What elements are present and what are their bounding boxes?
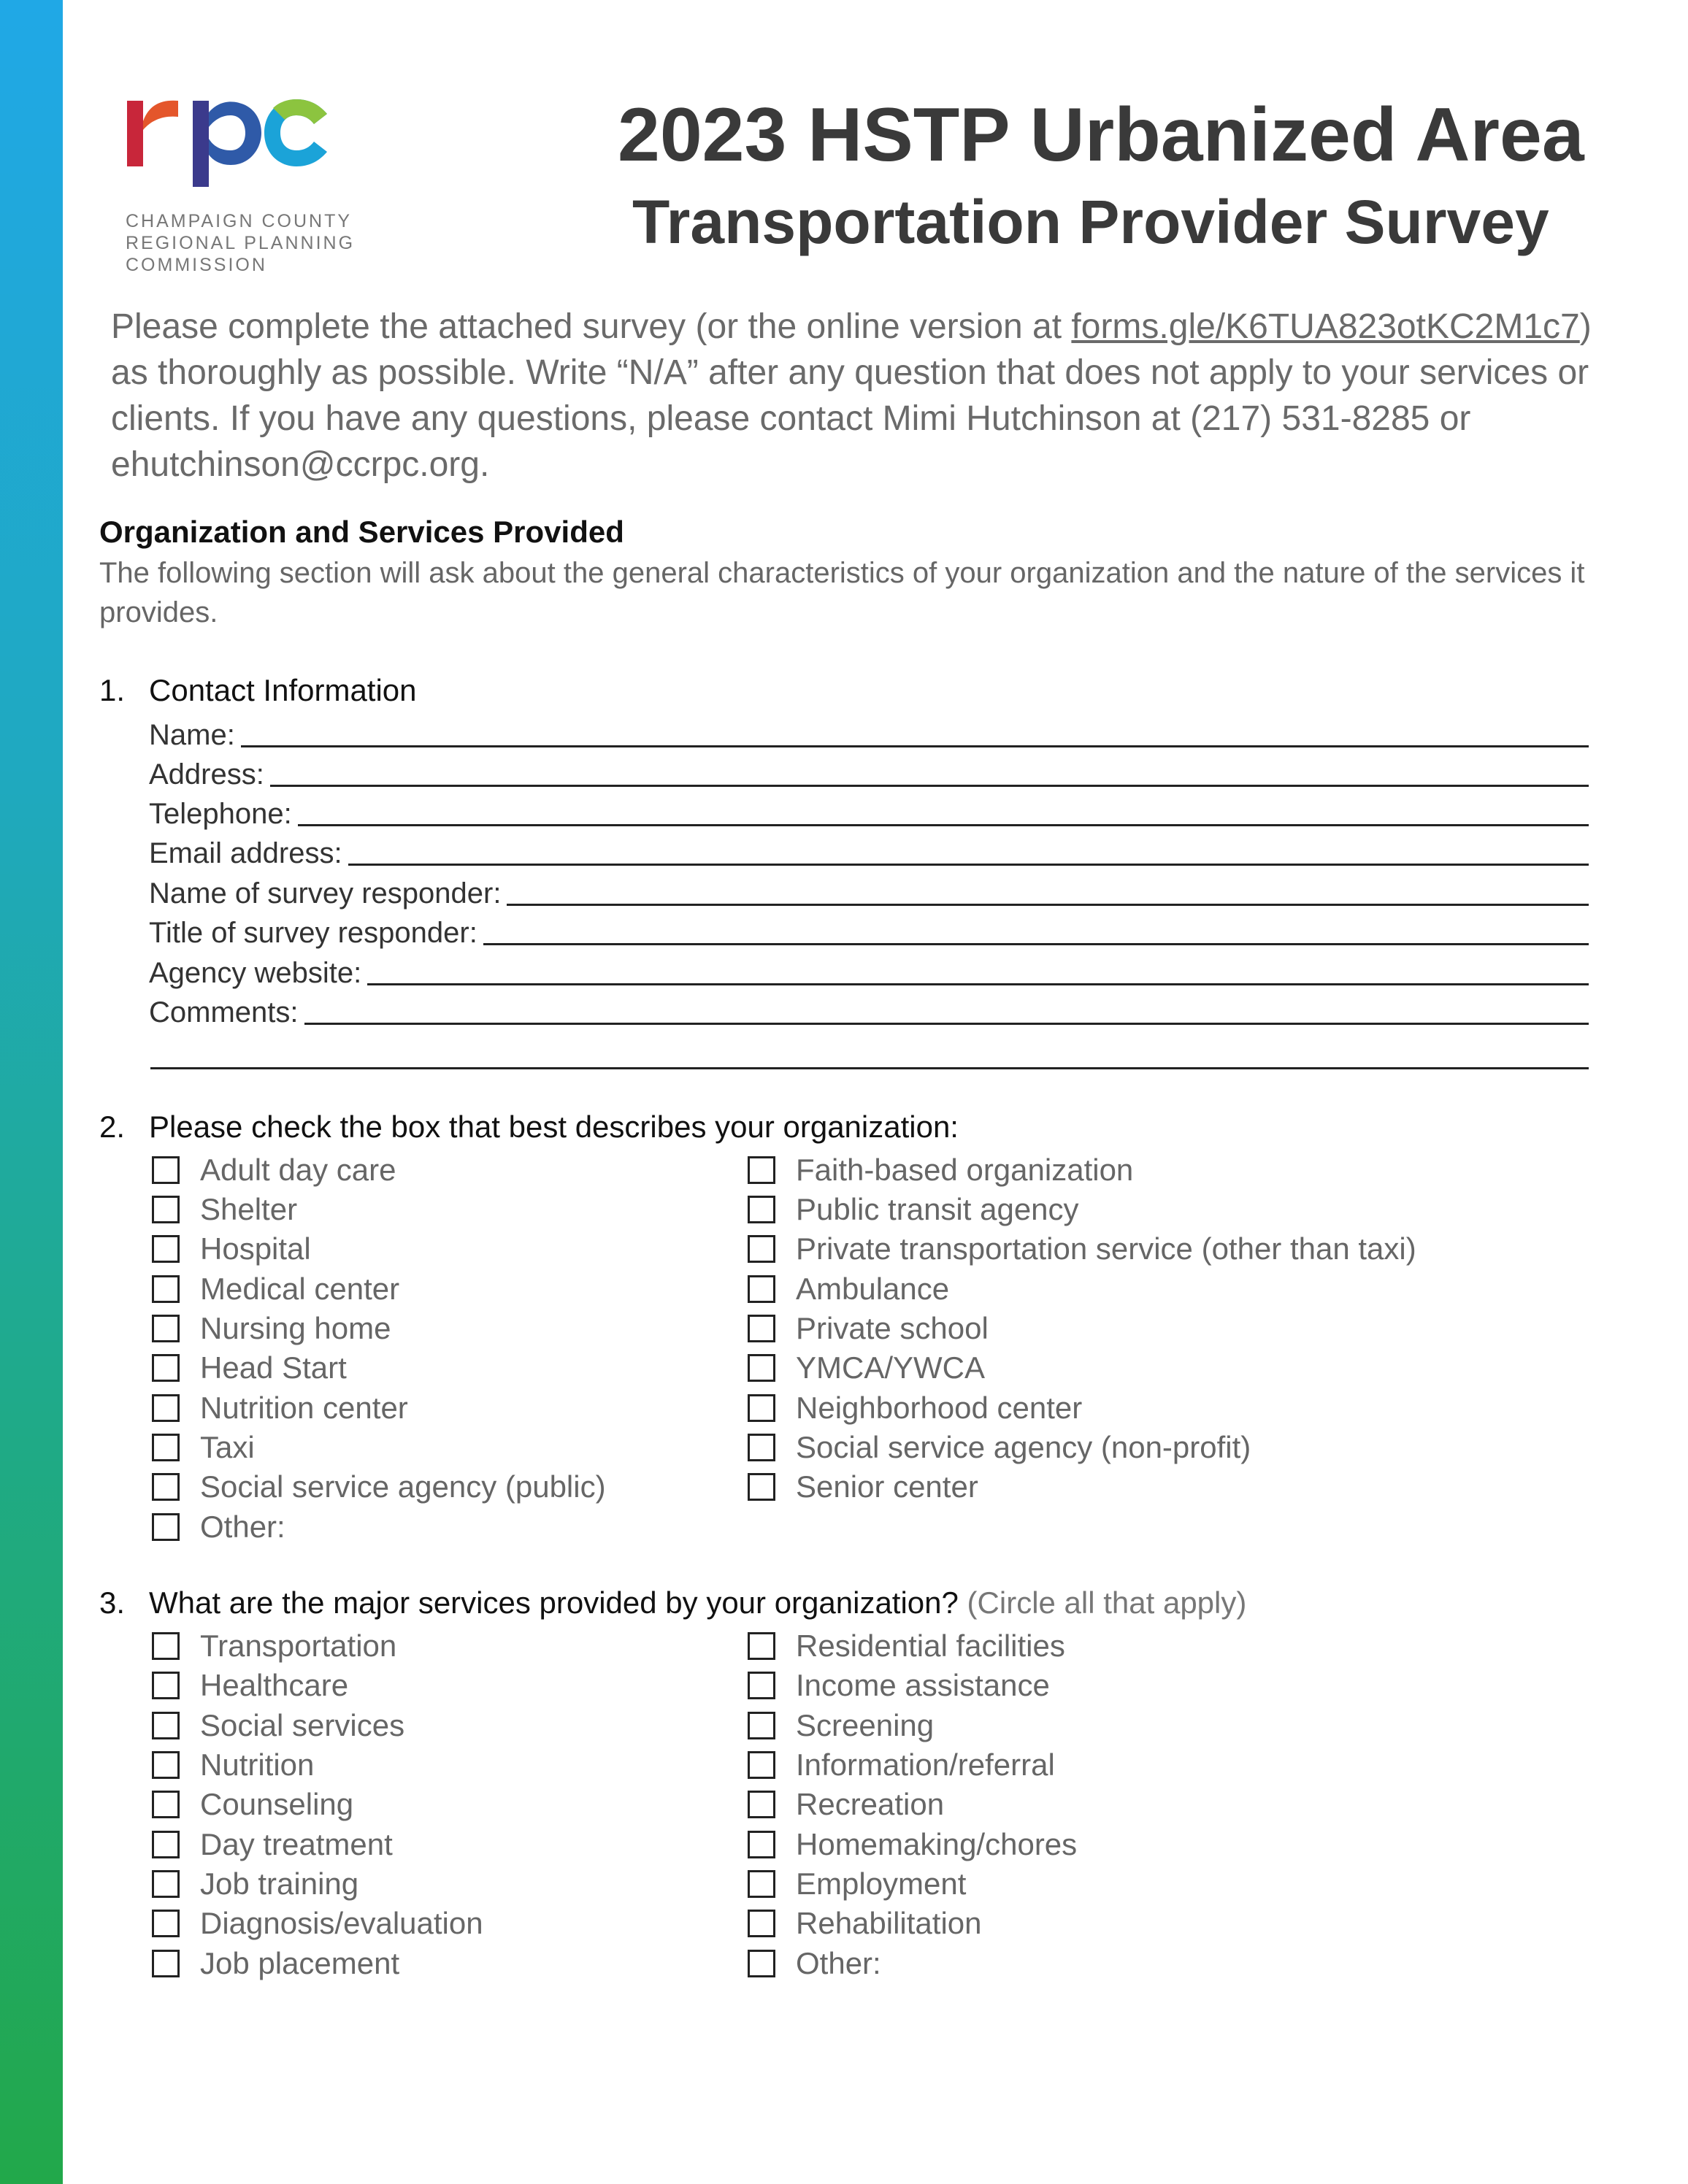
checkbox[interactable] [152,1712,180,1739]
checkbox[interactable] [152,1196,180,1223]
checkbox[interactable] [748,1632,775,1660]
checkbox[interactable] [152,1156,180,1184]
org-type-option[interactable]: Public transit agency [748,1190,1079,1229]
service-option-other[interactable]: Other: [748,1944,881,1983]
checkbox[interactable] [152,1275,180,1303]
agency-website-field[interactable] [149,950,1589,991]
checkbox[interactable] [748,1672,775,1699]
service-option[interactable]: Residential facilities [748,1626,1065,1666]
address-field[interactable] [149,752,1589,793]
question-3-number: 3. [99,1585,126,1620]
org-type-option[interactable]: Shelter [152,1190,297,1229]
service-option[interactable]: Job training [152,1864,358,1904]
checkbox[interactable] [152,1394,180,1422]
org-type-option[interactable]: Head Start [152,1348,347,1388]
field-label: Address: [149,758,264,791]
checkbox[interactable] [152,1235,180,1263]
section-heading: Organization and Services Provided [99,515,624,549]
question-1-number: 1. [99,673,126,707]
service-option[interactable]: Counseling [152,1785,353,1824]
page-title: 2023 HSTP Urbanized Area [618,93,1584,177]
answer-line[interactable] [507,904,1589,906]
checkbox[interactable] [748,1394,775,1422]
question-1-title [99,673,417,708]
service-option[interactable]: Recreation [748,1785,944,1824]
checkbox[interactable] [152,1315,180,1342]
checkbox[interactable] [152,1473,180,1501]
checkbox[interactable] [152,1950,180,1977]
org-type-option[interactable]: Nursing home [152,1309,391,1348]
checkbox[interactable] [748,1831,775,1858]
org-type-option[interactable]: Neighborhood center [748,1388,1082,1428]
question-3-title [99,1585,1246,1620]
name-field[interactable] [149,712,1589,753]
service-option[interactable]: Social services [152,1706,404,1745]
answer-line[interactable] [348,864,1589,866]
checkbox[interactable] [748,1870,775,1898]
answer-line[interactable] [270,785,1589,787]
rpc-logo-mark [123,86,342,188]
org-type-option[interactable]: Private school [748,1309,989,1348]
question-3-hint: (Circle all that apply) [958,1585,1247,1620]
org-type-option[interactable]: Faith-based organization [748,1150,1133,1190]
checkbox[interactable] [748,1473,775,1501]
question-3-text: What are the major services provided by your organization? [149,1585,959,1620]
logo-org-line-3: COMMISSION [126,255,267,275]
checkbox[interactable] [748,1156,775,1184]
org-type-option[interactable]: Private transportation service (other than taxi) [748,1229,1416,1269]
intro-text-before: Please complete the attached survey (or the online version at [111,307,1072,346]
intro-paragraph [111,304,1630,488]
checkbox[interactable] [152,1513,180,1541]
service-option[interactable]: Information/referral [748,1745,1055,1785]
checkbox[interactable] [748,1354,775,1382]
question-2-number: 2. [99,1110,126,1144]
checkbox[interactable] [748,1712,775,1739]
org-type-option[interactable]: Senior center [748,1467,978,1507]
org-type-option[interactable]: Taxi [152,1428,255,1467]
checkbox[interactable] [152,1354,180,1382]
checkbox[interactable] [152,1791,180,1818]
checkbox[interactable] [748,1751,775,1779]
org-type-option[interactable]: Nutrition center [152,1388,408,1428]
service-option[interactable]: Screening [748,1706,934,1745]
service-option[interactable]: Healthcare [152,1666,348,1705]
logo-org-line-2: REGIONAL PLANNING [126,233,356,253]
comments-extra-line[interactable] [150,1067,1589,1069]
checkbox[interactable] [152,1434,180,1461]
question-1-text: Contact Information [149,673,417,707]
org-type-option[interactable]: Hospital [152,1229,311,1269]
checkbox[interactable] [748,1950,775,1977]
checkbox[interactable] [748,1315,775,1342]
answer-line[interactable] [483,943,1589,945]
question-2-title [99,1110,959,1145]
answer-line[interactable] [241,745,1589,747]
checkbox[interactable] [152,1831,180,1858]
field-label: Comments: [149,996,299,1028]
checkbox[interactable] [748,1791,775,1818]
org-type-option[interactable]: Adult day care [152,1150,396,1190]
section-description: The following section will ask about the general characteristics of your organization and the nature of the services it provides. [99,557,1585,628]
org-type-option[interactable]: Social service agency (public) [152,1467,606,1507]
question-2-text: Please check the box that best describes your organization: [149,1110,959,1144]
checkbox[interactable] [152,1751,180,1779]
page-subtitle: Transportation Provider Survey [632,188,1549,256]
responder-name-field[interactable] [149,871,1589,912]
checkbox[interactable] [748,1235,775,1263]
checkbox[interactable] [748,1196,775,1223]
org-type-option[interactable]: Social service agency (non-profit) [748,1428,1251,1467]
field-label: Name of survey responder: [149,877,502,910]
checkbox[interactable] [152,1870,180,1898]
field-label: Agency website: [149,957,362,989]
checkbox[interactable] [152,1910,180,1937]
telephone-field[interactable] [149,791,1589,832]
intro-text-after: ) as thoroughly as possible. Write “N/A” after any question that does not apply to your services or clients. If you have any questions, please contact Mimi Hutchinson at (217) 531-8285 or ehutchinson@ccrpc.org. [111,307,1592,484]
checkbox[interactable] [748,1910,775,1937]
org-type-option[interactable]: Ambulance [748,1269,949,1309]
rpc-logo [123,86,429,277]
answer-line[interactable] [298,824,1589,826]
service-option[interactable]: Homemaking/chores [748,1825,1077,1864]
field-label: Name: [149,719,235,751]
field-label: Email address: [149,837,342,869]
survey-link[interactable]: forms.gle/K6TUA823otKC2M1c7 [1071,307,1580,346]
service-option[interactable]: Employment [748,1864,966,1904]
service-option[interactable]: Diagnosis/evaluation [152,1904,483,1943]
service-option[interactable]: Nutrition [152,1745,314,1785]
service-option[interactable]: Rehabilitation [748,1904,982,1943]
service-option[interactable]: Job placement [152,1944,399,1983]
answer-line[interactable] [304,1023,1589,1025]
answer-line[interactable] [367,983,1589,985]
service-option[interactable]: Income assistance [748,1666,1050,1705]
side-gradient-bar [0,0,63,2184]
logo-org-line-1: CHAMPAIGN COUNTY [126,211,353,231]
checkbox[interactable] [152,1672,180,1699]
checkbox[interactable] [152,1632,180,1660]
checkbox[interactable] [748,1434,775,1461]
org-type-option-other[interactable]: Other: [152,1507,285,1547]
org-type-option[interactable]: Medical center [152,1269,399,1309]
field-label: Telephone: [149,798,292,830]
field-label: Title of survey responder: [149,917,477,949]
responder-title-field[interactable] [149,910,1589,951]
checkbox[interactable] [748,1275,775,1303]
org-type-option[interactable]: YMCA/YWCA [748,1348,985,1388]
service-option[interactable]: Day treatment [152,1825,393,1864]
service-option[interactable]: Transportation [152,1626,396,1666]
email-field[interactable] [149,831,1589,872]
comments-field[interactable] [149,990,1589,1031]
